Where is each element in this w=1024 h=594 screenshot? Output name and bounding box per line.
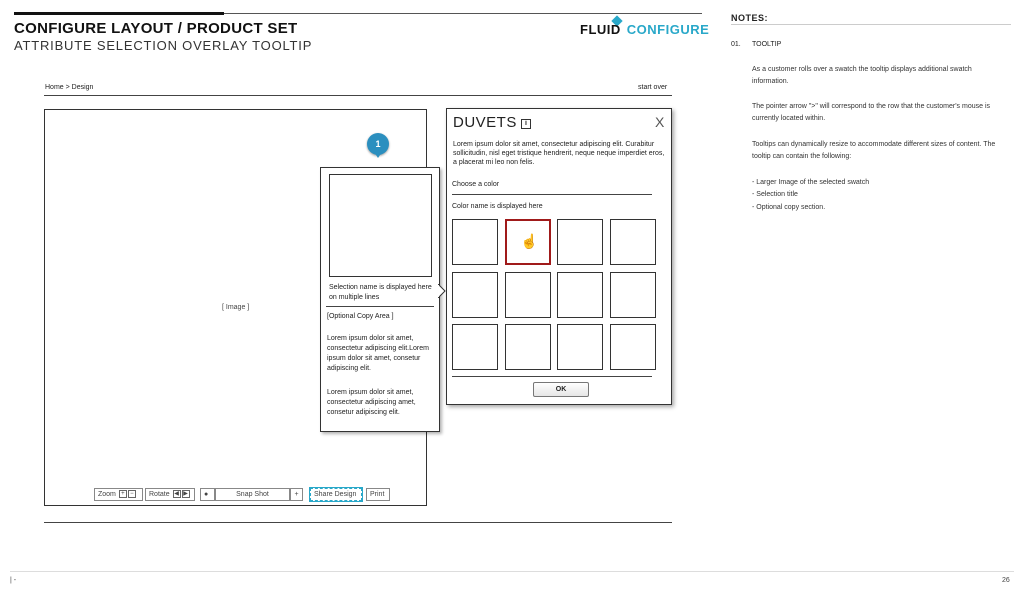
annotation-badge: 1 xyxy=(367,133,389,155)
tooltip-selection-name: Selection name is displayed here on multiple lines xyxy=(329,284,432,301)
zoom-control[interactable] xyxy=(94,488,143,501)
image-placeholder-label: [ Image ] xyxy=(222,304,250,311)
color-swatch[interactable] xyxy=(557,272,603,318)
color-swatch[interactable] xyxy=(557,219,603,265)
hand-cursor-icon: ☝ xyxy=(520,233,538,249)
tooltip-copy: Lorem ipsum dolor sit amet, consectetur adipiscing elit.Lorem ipsum dolor sit amet, consetur adipiscing elit. xyxy=(327,335,429,372)
note-paragraph: As a customer rolls over a swatch the tooltip displays additional swatch information. xyxy=(752,66,972,85)
rotate-left-icon[interactable]: ◀ xyxy=(174,491,179,498)
color-swatch[interactable] xyxy=(610,324,656,370)
breadcrumb-rule xyxy=(44,95,672,96)
content-bottom-rule xyxy=(44,522,672,523)
logo xyxy=(580,22,709,37)
note-paragraph: Tooltips can dynamically resize to accommodate different sizes of content. The tooltip can contain the following: xyxy=(752,141,996,160)
note-bullet: - Selection title xyxy=(752,191,798,198)
color-swatch[interactable] xyxy=(452,272,498,318)
note-bullet: - Larger Image of the selected swatch xyxy=(752,179,870,186)
header-rule xyxy=(14,12,224,15)
color-swatch[interactable] xyxy=(505,219,551,265)
rotate-control[interactable] xyxy=(145,488,195,501)
notes-title: NOTES: xyxy=(731,13,769,23)
start-over-link[interactable]: start over xyxy=(638,84,668,91)
logo-fluid: FLUID xyxy=(580,22,621,37)
logo-configure: CONFIGURE xyxy=(626,22,710,37)
note-bullet: - Optional copy section. xyxy=(752,204,826,211)
zoom-in-icon[interactable]: + xyxy=(119,490,127,498)
snapshot-button[interactable]: Snap Shot xyxy=(215,488,290,501)
tooltip-divider xyxy=(326,306,434,307)
page-number: 26 xyxy=(1002,577,1010,584)
note-heading: TOOLTIP xyxy=(752,41,782,48)
note-paragraph: The pointer arrow ">" will correspond to the row that the customer's mouse is currently located within. xyxy=(752,103,990,122)
share-design-button[interactable]: Share Design xyxy=(310,488,362,501)
panel-divider xyxy=(452,194,652,195)
page-title: CONFIGURE LAYOUT / PRODUCT SET xyxy=(14,20,298,37)
annotation-badge-pointer xyxy=(374,152,382,158)
header-rule-thin xyxy=(224,13,702,14)
add-snapshot-button[interactable]: + xyxy=(290,488,303,501)
tooltip-optional-heading: [Optional Copy Area ] xyxy=(327,313,394,320)
choose-color-label: Choose a color xyxy=(452,181,500,188)
panel-title: DUVETS xyxy=(453,114,517,131)
color-swatch[interactable] xyxy=(610,272,656,318)
rotate-label: Rotate xyxy=(149,491,170,498)
page-subtitle: ATTRIBUTE SELECTION OVERLAY TOOLTIP xyxy=(14,38,313,53)
camera-icon[interactable]: ● xyxy=(200,488,215,501)
zoom-label: Zoom xyxy=(98,491,116,498)
tooltip-pointer-arrow xyxy=(438,284,446,298)
info-icon[interactable]: i xyxy=(521,119,531,129)
close-icon[interactable]: X xyxy=(655,114,665,130)
color-swatch[interactable] xyxy=(505,272,551,318)
color-swatch[interactable] xyxy=(610,219,656,265)
color-swatch[interactable] xyxy=(452,324,498,370)
footer-rule xyxy=(10,571,1014,572)
footer-left: | - xyxy=(10,577,17,584)
zoom-out-icon[interactable]: − xyxy=(128,490,136,498)
color-swatch[interactable] xyxy=(452,219,498,265)
note-number: 01. xyxy=(731,41,741,48)
tooltip-large-image xyxy=(329,174,432,277)
tooltip-copy: Lorem ipsum dolor sit amet, consectetur adipiscing amet, consetur adipiscing elit. xyxy=(327,389,416,416)
color-swatch[interactable] xyxy=(505,324,551,370)
panel-description: Lorem ipsum dolor sit amet, consectetur adipiscing elit. Curabitur sollicitudin, nisl eget tristique hendrerit, neque neque imperdiet eros, a placerat mi leo non felis. xyxy=(453,141,665,166)
panel-divider xyxy=(452,376,652,377)
rotate-right-icon[interactable]: ▶ xyxy=(183,491,188,498)
color-name-label: Color name is displayed here xyxy=(452,203,543,210)
print-button[interactable]: Print xyxy=(366,488,390,501)
notes-rule xyxy=(731,24,1011,25)
color-swatch[interactable] xyxy=(557,324,603,370)
ok-button[interactable]: OK xyxy=(533,382,589,397)
breadcrumb[interactable]: Home > Design xyxy=(45,84,94,91)
